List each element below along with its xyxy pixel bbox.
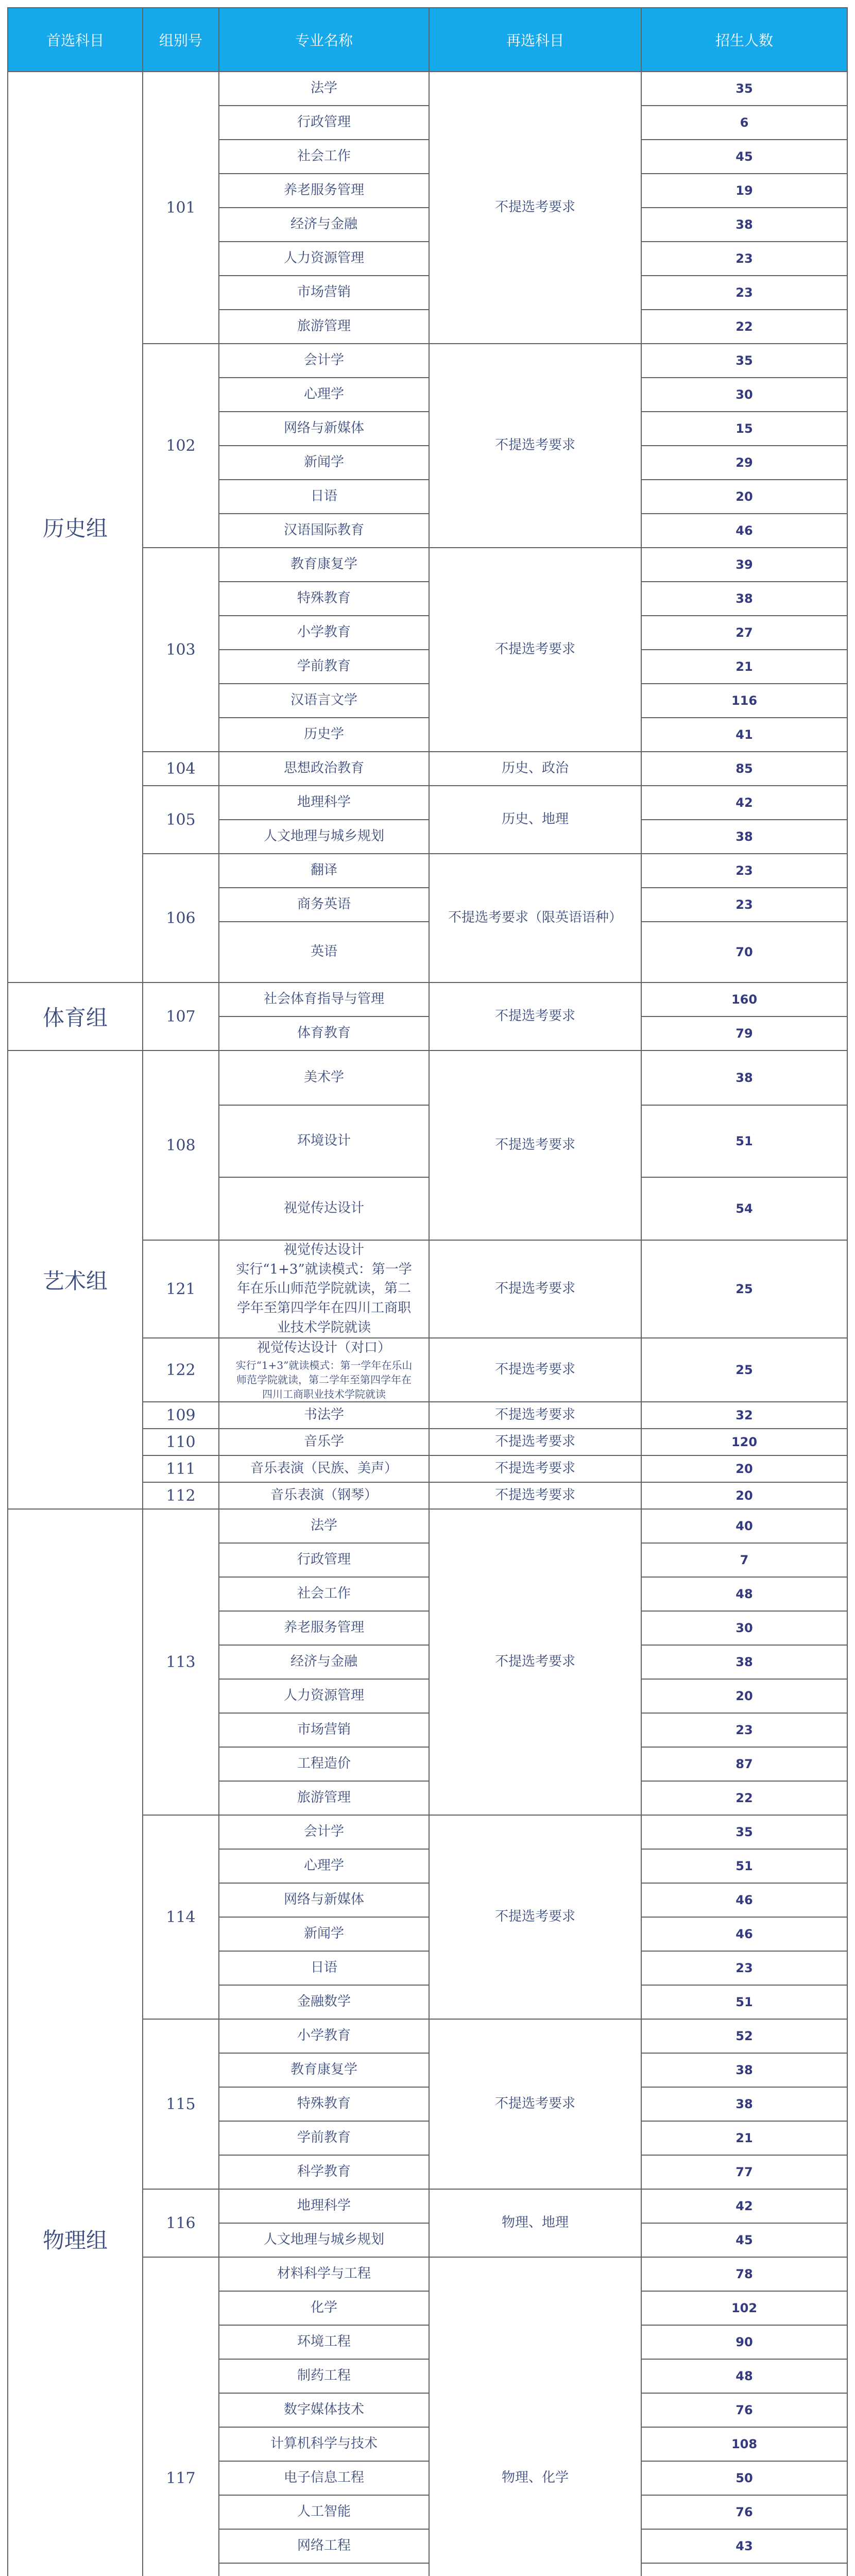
enrollment-count-cell: 22 xyxy=(641,310,847,344)
major-name: 地理科学 xyxy=(297,2198,351,2214)
major-name: 网络与新媒体 xyxy=(283,1892,364,1908)
major-name-cell xyxy=(219,1747,429,1781)
enrollment-count-cell: 38 xyxy=(641,208,847,242)
enrollment-count-cell: 7 xyxy=(641,1543,847,1577)
header-major: 专业名称 xyxy=(219,8,429,72)
enrollment-table xyxy=(7,7,848,2576)
enrollment-count-cell xyxy=(641,2563,847,2576)
enrollment-count-cell: 38 xyxy=(641,1645,847,1679)
enrollment-count-cell: 40 xyxy=(641,1509,847,1543)
enrollment-count-cell: 27 xyxy=(641,616,847,650)
enrollment-count-cell: 43 xyxy=(641,2529,847,2563)
major-name-cell xyxy=(219,1917,429,1951)
enrollment-count-cell: 21 xyxy=(641,650,847,684)
subject-cell: 体育组 xyxy=(8,982,143,1050)
group-code-cell: 102 xyxy=(143,344,219,548)
group-code-cell: 107 xyxy=(143,982,219,1050)
requirement-cell: 历史、地理 xyxy=(429,786,641,854)
major-name-cell xyxy=(219,922,429,982)
requirement-cell: 历史、政治 xyxy=(429,752,641,786)
major-name-cell xyxy=(219,786,429,820)
major-name: 人力资源管理 xyxy=(283,1688,364,1704)
major-name: 学前教育 xyxy=(297,658,351,674)
major-name: 视觉传达设计（对口） xyxy=(256,1340,391,1356)
major-name: 商务英语 xyxy=(297,896,351,912)
group-code-cell: 121 xyxy=(143,1240,219,1338)
major-name-cell xyxy=(219,1429,429,1455)
major-name: 法学 xyxy=(310,1518,337,1534)
group-code-cell: 109 xyxy=(143,1402,219,1429)
major-name-cell xyxy=(219,2189,429,2223)
group-code-cell: 115 xyxy=(143,2019,219,2189)
major-name-cell xyxy=(219,650,429,684)
major-name: 音乐表演（钢琴） xyxy=(270,1487,378,1503)
major-name: 旅游管理 xyxy=(297,318,351,334)
requirement-cell: 不提选考要求 xyxy=(429,1429,641,1455)
enrollment-count-cell: 22 xyxy=(641,1781,847,1815)
major-name-cell xyxy=(219,2563,429,2576)
major-name: 材料科学与工程 xyxy=(277,2266,371,2282)
major-name: 特殊教育 xyxy=(297,590,351,606)
requirement-cell: 不提选考要求 xyxy=(429,2019,641,2189)
requirement-cell: 不提选考要求 xyxy=(429,1050,641,1240)
major-name-cell xyxy=(219,514,429,548)
subject-cell: 历史组 xyxy=(8,72,143,982)
header-count: 招生人数 xyxy=(641,8,847,72)
enrollment-count-cell: 32 xyxy=(641,1402,847,1429)
major-name: 小学教育 xyxy=(297,624,351,640)
enrollment-count-cell: 30 xyxy=(641,1611,847,1645)
enrollment-count-cell: 46 xyxy=(641,1917,847,1951)
major-name: 社会工作 xyxy=(297,148,351,164)
major-name-cell xyxy=(219,378,429,412)
major-name: 化学 xyxy=(310,2300,337,2316)
group-code-cell: 106 xyxy=(143,854,219,982)
major-name-cell xyxy=(219,242,429,276)
major-name: 视觉传达设计 xyxy=(283,1200,364,1216)
major-name-cell xyxy=(219,1951,429,1985)
major-name: 英语 xyxy=(310,944,337,960)
enrollment-count-cell: 42 xyxy=(641,2189,847,2223)
enrollment-count-cell: 6 xyxy=(641,106,847,140)
major-name-cell xyxy=(219,2053,429,2087)
requirement-cell: 不提选考要求 xyxy=(429,1509,641,1815)
major-name: 行政管理 xyxy=(297,114,351,130)
major-name: 汉语国际教育 xyxy=(283,522,364,538)
major-name: 网络工程 xyxy=(297,2538,351,2554)
enrollment-count-cell: 50 xyxy=(641,2461,847,2495)
enrollment-count-cell: 15 xyxy=(641,412,847,446)
major-name-cell xyxy=(219,2291,429,2325)
requirement-cell: 不提选考要求 xyxy=(429,1815,641,2019)
major-name: 人力资源管理 xyxy=(283,250,364,266)
major-name-cell xyxy=(219,106,429,140)
enrollment-count-cell: 23 xyxy=(641,1951,847,1985)
major-name-cell xyxy=(219,2427,429,2461)
group-code-cell: 110 xyxy=(143,1429,219,1455)
major-name: 体育教育 xyxy=(297,1025,351,1041)
enrollment-count-cell: 35 xyxy=(641,344,847,378)
enrollment-count-cell: 78 xyxy=(641,2257,847,2291)
group-code-cell: 113 xyxy=(143,1509,219,1815)
major-name-cell xyxy=(219,684,429,718)
major-name-cell xyxy=(219,2223,429,2257)
enrollment-count-cell: 35 xyxy=(641,1815,847,1849)
major-note: 实行“1+3”就读模式：第一学年在乐山师范学院就读，第二学年至第四学年在四川工商职业技术学院就读 xyxy=(236,1261,412,1335)
major-name: 教育康复学 xyxy=(290,2062,357,2078)
major-name: 市场营销 xyxy=(297,284,351,300)
major-name: 市场营销 xyxy=(297,1722,351,1738)
enrollment-count-cell: 42 xyxy=(641,786,847,820)
major-name: 汉语言文学 xyxy=(290,692,357,708)
major-name-cell xyxy=(219,2325,429,2359)
major-name: 数字媒体技术 xyxy=(283,2402,364,2418)
enrollment-count-cell: 102 xyxy=(641,2291,847,2325)
enrollment-table-container xyxy=(7,7,847,2576)
major-name-cell xyxy=(219,2529,429,2563)
major-name-cell xyxy=(219,1543,429,1577)
major-name-cell xyxy=(219,208,429,242)
enrollment-count-cell: 38 xyxy=(641,820,847,854)
group-code-cell: 105 xyxy=(143,786,219,854)
major-name-cell xyxy=(219,1105,429,1177)
major-name-cell xyxy=(219,752,429,786)
major-name: 社会体育指导与管理 xyxy=(263,991,384,1007)
major-name-cell xyxy=(219,1050,429,1105)
enrollment-count-cell: 120 xyxy=(641,1429,847,1455)
enrollment-count-cell: 19 xyxy=(641,174,847,208)
enrollment-count-cell: 21 xyxy=(641,2121,847,2155)
major-name: 环境工程 xyxy=(297,2334,351,2350)
requirement-cell: 不提选考要求 xyxy=(429,1455,641,1482)
enrollment-count-cell: 23 xyxy=(641,276,847,310)
enrollment-count-cell: 20 xyxy=(641,1455,847,1482)
group-code-cell: 112 xyxy=(143,1482,219,1509)
major-name-cell xyxy=(219,1611,429,1645)
header-group: 组别号 xyxy=(143,8,219,72)
major-name-cell xyxy=(219,1240,429,1338)
major-name-cell xyxy=(219,72,429,106)
requirement-cell: 物理、地理 xyxy=(429,2189,641,2257)
major-name: 人文地理与城乡规划 xyxy=(263,2232,384,2248)
major-name-cell xyxy=(219,616,429,650)
major-name-cell xyxy=(219,140,429,174)
header-requirement: 再选科目 xyxy=(429,8,641,72)
major-name-cell xyxy=(219,1177,429,1240)
enrollment-count-cell: 160 xyxy=(641,982,847,1016)
group-code-cell: 116 xyxy=(143,2189,219,2257)
major-name-cell xyxy=(219,2359,429,2393)
enrollment-count-cell: 70 xyxy=(641,922,847,982)
major-name-cell xyxy=(219,2155,429,2189)
major-name-cell xyxy=(219,1455,429,1482)
major-name: 音乐表演（民族、美声） xyxy=(250,1461,398,1477)
major-name-cell xyxy=(219,1338,429,1402)
major-name: 新闻学 xyxy=(303,1926,344,1942)
table-row xyxy=(8,72,847,106)
requirement-cell: 不提选考要求 xyxy=(429,982,641,1050)
enrollment-count-cell: 51 xyxy=(641,1105,847,1177)
major-name-cell xyxy=(219,412,429,446)
table-body xyxy=(8,72,847,2576)
enrollment-count-cell: 76 xyxy=(641,2393,847,2427)
major-name-cell xyxy=(219,344,429,378)
requirement-cell: 不提选考要求 xyxy=(429,1402,641,1429)
major-name-cell xyxy=(219,982,429,1016)
header-subject: 首选科目 xyxy=(8,8,143,72)
enrollment-count-cell: 79 xyxy=(641,1016,847,1050)
requirement-cell: 不提选考要求 xyxy=(429,548,641,752)
major-name-cell xyxy=(219,1815,429,1849)
group-code-cell: 104 xyxy=(143,752,219,786)
enrollment-count-cell: 52 xyxy=(641,2019,847,2053)
enrollment-count-cell: 20 xyxy=(641,1482,847,1509)
enrollment-count-cell: 38 xyxy=(641,1050,847,1105)
major-name: 金融数学 xyxy=(297,1994,351,2010)
major-name-cell xyxy=(219,480,429,514)
enrollment-count-cell: 41 xyxy=(641,718,847,752)
major-name: 经济与金融 xyxy=(290,1654,357,1670)
enrollment-count-cell: 46 xyxy=(641,1883,847,1917)
major-name: 书法学 xyxy=(303,1407,344,1423)
requirement-cell: 物理、化学 xyxy=(429,2257,641,2576)
major-name-cell xyxy=(219,2393,429,2427)
major-name-cell xyxy=(219,2019,429,2053)
major-name-cell xyxy=(219,1402,429,1429)
major-name: 法学 xyxy=(310,80,337,96)
major-name: 翻译 xyxy=(310,862,337,878)
major-name-cell xyxy=(219,548,429,582)
group-code-cell: 122 xyxy=(143,1338,219,1402)
major-name: 心理学 xyxy=(303,1858,344,1874)
major-note: 实行“1+3”就读模式：第一学年在乐山师范学院就读，第二学年至第四学年在四川工商职业技术学院就读 xyxy=(235,1359,413,1401)
requirement-cell: 不提选考要求 xyxy=(429,1338,641,1402)
major-name: 思想政治教育 xyxy=(283,760,364,776)
enrollment-count-cell: 54 xyxy=(641,1177,847,1240)
enrollment-count-cell: 20 xyxy=(641,1679,847,1713)
table-row xyxy=(8,982,847,1016)
major-name: 网络与新媒体 xyxy=(283,420,364,436)
major-name-cell xyxy=(219,2121,429,2155)
enrollment-count-cell: 108 xyxy=(641,2427,847,2461)
major-name: 新闻学 xyxy=(303,454,344,470)
major-name: 人工智能 xyxy=(297,2504,351,2520)
enrollment-count-cell: 116 xyxy=(641,684,847,718)
major-name-cell xyxy=(219,888,429,922)
major-name: 地理科学 xyxy=(297,794,351,810)
enrollment-count-cell: 38 xyxy=(641,582,847,616)
major-name-cell xyxy=(219,1016,429,1050)
enrollment-count-cell: 45 xyxy=(641,2223,847,2257)
enrollment-count-cell: 23 xyxy=(641,888,847,922)
major-name-cell xyxy=(219,1679,429,1713)
group-code-cell: 114 xyxy=(143,1815,219,2019)
enrollment-count-cell: 29 xyxy=(641,446,847,480)
major-name-cell xyxy=(219,1577,429,1611)
major-name-cell xyxy=(219,174,429,208)
enrollment-count-cell: 85 xyxy=(641,752,847,786)
major-name-cell xyxy=(219,2495,429,2529)
major-name-cell xyxy=(219,276,429,310)
enrollment-count-cell: 39 xyxy=(641,548,847,582)
enrollment-count-cell: 20 xyxy=(641,480,847,514)
group-code-cell: 111 xyxy=(143,1455,219,1482)
major-name-cell xyxy=(219,1713,429,1747)
enrollment-count-cell: 25 xyxy=(641,1338,847,1402)
major-name-cell xyxy=(219,854,429,888)
requirement-cell: 不提选考要求 xyxy=(429,72,641,344)
group-code-cell: 101 xyxy=(143,72,219,344)
major-name-cell xyxy=(219,1509,429,1543)
major-name: 会计学 xyxy=(303,1824,344,1840)
enrollment-count-cell: 48 xyxy=(641,1577,847,1611)
major-name: 历史学 xyxy=(303,726,344,742)
major-name: 行政管理 xyxy=(297,1552,351,1568)
enrollment-count-cell: 23 xyxy=(641,854,847,888)
major-name: 学前教育 xyxy=(297,2130,351,2146)
major-name-cell xyxy=(219,1645,429,1679)
major-name: 养老服务管理 xyxy=(283,182,364,198)
group-code-cell: 117 xyxy=(143,2257,219,2576)
major-name: 养老服务管理 xyxy=(283,1620,364,1636)
major-name-cell xyxy=(219,1883,429,1917)
major-name: 小学教育 xyxy=(297,2028,351,2044)
enrollment-count-cell: 30 xyxy=(641,378,847,412)
enrollment-count-cell: 76 xyxy=(641,2495,847,2529)
major-name-cell xyxy=(219,1482,429,1509)
major-name-cell xyxy=(219,2087,429,2121)
major-name: 科学教育 xyxy=(297,2164,351,2180)
requirement-cell: 不提选考要求 xyxy=(429,344,641,548)
enrollment-count-cell: 25 xyxy=(641,1240,847,1338)
major-name: 旅游管理 xyxy=(297,1790,351,1806)
enrollment-count-cell: 23 xyxy=(641,1713,847,1747)
enrollment-count-cell: 45 xyxy=(641,140,847,174)
subject-cell: 物理组 xyxy=(8,1509,143,2576)
major-name-cell xyxy=(219,1849,429,1883)
enrollment-count-cell: 38 xyxy=(641,2053,847,2087)
major-name: 工程造价 xyxy=(297,1756,351,1772)
enrollment-count-cell: 87 xyxy=(641,1747,847,1781)
group-code-cell: 103 xyxy=(143,548,219,752)
major-name: 心理学 xyxy=(303,386,344,402)
enrollment-count-cell: 38 xyxy=(641,2087,847,2121)
enrollment-count-cell: 51 xyxy=(641,1985,847,2019)
subject-cell: 艺术组 xyxy=(8,1050,143,1509)
major-name-cell xyxy=(219,820,429,854)
major-name: 环境设计 xyxy=(297,1133,351,1149)
major-name: 美术学 xyxy=(303,1070,344,1086)
major-name: 日语 xyxy=(310,1960,337,1976)
requirement-cell: 不提选考要求（限英语语种） xyxy=(429,854,641,982)
major-name-cell xyxy=(219,446,429,480)
major-name-cell xyxy=(219,2461,429,2495)
major-name-cell xyxy=(219,1985,429,2019)
enrollment-count-cell: 51 xyxy=(641,1849,847,1883)
table-row xyxy=(8,1050,847,1105)
major-name: 视觉传达设计 xyxy=(283,1242,364,1258)
major-name: 经济与金融 xyxy=(290,216,357,232)
header-row xyxy=(8,8,847,72)
enrollment-count-cell: 23 xyxy=(641,242,847,276)
major-name: 制药工程 xyxy=(297,2368,351,2384)
enrollment-count-cell: 48 xyxy=(641,2359,847,2393)
requirement-cell: 不提选考要求 xyxy=(429,1240,641,1338)
major-name: 人文地理与城乡规划 xyxy=(263,828,384,844)
major-name: 教育康复学 xyxy=(290,556,357,572)
major-name-cell xyxy=(219,1781,429,1815)
major-name-cell xyxy=(219,310,429,344)
major-name: 会计学 xyxy=(303,352,344,368)
enrollment-count-cell: 90 xyxy=(641,2325,847,2359)
major-name: 电子信息工程 xyxy=(283,2470,364,2486)
major-name: 社会工作 xyxy=(297,1586,351,1602)
major-name-cell xyxy=(219,718,429,752)
enrollment-count-cell: 77 xyxy=(641,2155,847,2189)
requirement-cell: 不提选考要求 xyxy=(429,1482,641,1509)
enrollment-count-cell: 46 xyxy=(641,514,847,548)
major-name: 特殊教育 xyxy=(297,2096,351,2112)
major-name: 计算机科学与技术 xyxy=(270,2436,378,2452)
group-code-cell: 108 xyxy=(143,1050,219,1240)
enrollment-count-cell: 35 xyxy=(641,72,847,106)
table-row xyxy=(8,1509,847,1543)
major-name: 日语 xyxy=(310,488,337,504)
major-name: 音乐学 xyxy=(303,1434,344,1450)
major-name-cell xyxy=(219,582,429,616)
major-name-cell xyxy=(219,2257,429,2291)
